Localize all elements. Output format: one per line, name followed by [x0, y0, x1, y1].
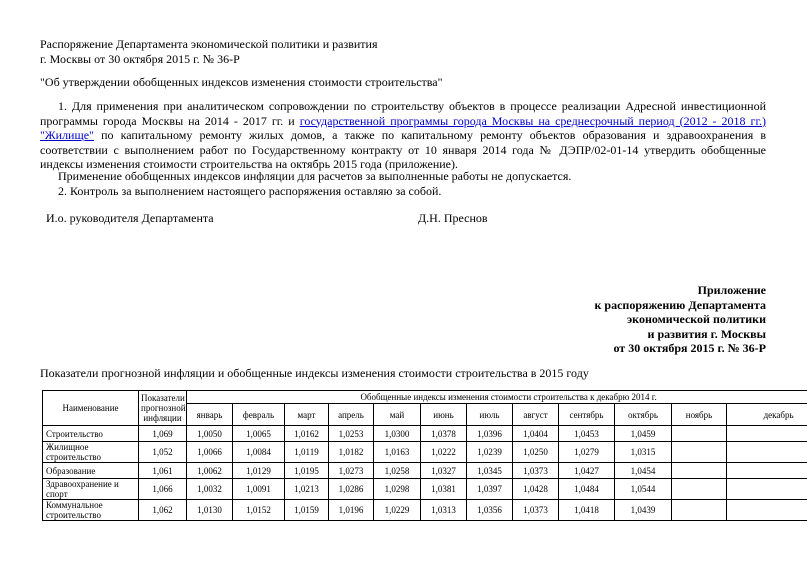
- row-index-value: [727, 426, 807, 442]
- header-month: март: [285, 404, 329, 426]
- row-index-value: 1,0327: [421, 463, 467, 479]
- row-inflation: 1,052: [139, 442, 187, 463]
- doc-title: "Об утверждении обобщенных индексов изменения стоимости строительства": [40, 75, 443, 89]
- paragraph-1-text-b: по капитальному ремонту жилых домов, а также по капитальному ремонту объектов образования и здравоохранения в соответствии с выполнением работ по Государственному контракту от 10 января 2014 года № ДЭПР/02-01-14 утвердить обобщенные индексы изменения стоимости строительства на октябрь 2015 года (приложение).: [40, 128, 766, 171]
- row-index-value: 1,0315: [615, 442, 672, 463]
- row-index-value: 1,0091: [233, 479, 285, 500]
- row-index-value: 1,0253: [329, 426, 374, 442]
- row-index-value: [672, 479, 727, 500]
- row-name: Строительство: [43, 426, 139, 442]
- row-index-value: 1,0428: [513, 479, 559, 500]
- row-index-value: 1,0119: [285, 442, 329, 463]
- row-index-value: 1,0084: [233, 442, 285, 463]
- table-row: [43, 463, 807, 479]
- row-index-value: 1,0222: [421, 442, 467, 463]
- row-index-value: 1,0130: [187, 500, 233, 521]
- indices-table: [42, 390, 807, 521]
- table-row: [43, 479, 807, 500]
- row-index-value: 1,0453: [559, 426, 615, 442]
- row-index-value: 1,0129: [233, 463, 285, 479]
- row-index-value: 1,0163: [374, 442, 421, 463]
- header-month: июль: [467, 404, 513, 426]
- paragraph-2: Применение обобщенных индексов инфляции для расчетов за выполненные работы не допускается.: [58, 169, 572, 183]
- row-index-value: 1,0182: [329, 442, 374, 463]
- row-index-value: 1,0062: [187, 463, 233, 479]
- appendix-line: Приложение: [697, 283, 766, 297]
- table-row: [43, 442, 807, 463]
- appendix-line: к распоряжению Департамента: [594, 297, 766, 312]
- row-index-value: 1,0050: [187, 426, 233, 442]
- header-month: январь: [187, 404, 233, 426]
- row-index-value: 1,0300: [374, 426, 421, 442]
- program-link[interactable]: государственной программы города Москвы на среднесрочный период (2012 - 2018 гг.) "Жилище": [40, 113, 767, 142]
- appendix-line: экономической политики: [627, 312, 766, 327]
- row-name: Коммунальное строительство: [43, 500, 139, 521]
- row-index-value: 1,0032: [187, 479, 233, 500]
- row-index-value: 1,0196: [329, 500, 374, 521]
- row-index-value: 1,0378: [421, 426, 467, 442]
- row-index-value: 1,0213: [285, 479, 329, 500]
- row-index-value: [727, 500, 807, 521]
- appendix-line: и развития г. Москвы: [647, 326, 766, 341]
- header-name: Наименование: [43, 391, 139, 426]
- row-index-value: 1,0439: [615, 500, 672, 521]
- row-index-value: 1,0418: [559, 500, 615, 521]
- row-index-value: 1,0152: [233, 500, 285, 521]
- header-group: Обобщенные индексы изменения стоимости строительства к декабрю 2014 г.: [187, 391, 807, 404]
- row-index-value: 1,0065: [233, 426, 285, 442]
- row-name: Образование: [43, 463, 139, 479]
- doc-header-line-2: г. Москвы от 30 октября 2015 г. № 36-Р: [40, 52, 240, 66]
- row-index-value: 1,0279: [559, 442, 615, 463]
- row-index-value: 1,0544: [615, 479, 672, 500]
- table-row: [43, 426, 807, 442]
- header-month: февраль: [233, 404, 285, 426]
- row-index-value: [672, 426, 727, 442]
- row-index-value: 1,0381: [421, 479, 467, 500]
- table-row: [43, 500, 807, 521]
- row-index-value: 1,0404: [513, 426, 559, 442]
- row-index-value: 1,0484: [559, 479, 615, 500]
- row-index-value: [672, 463, 727, 479]
- row-index-value: [727, 442, 807, 463]
- header-month: август: [513, 404, 559, 426]
- row-index-value: [727, 463, 807, 479]
- paragraph-3: 2. Контроль за выполнением настоящего распоряжения оставляю за собой.: [58, 184, 442, 198]
- row-index-value: 1,0286: [329, 479, 374, 500]
- header-month: май: [374, 404, 421, 426]
- row-index-value: 1,0427: [559, 463, 615, 479]
- header-month: октябрь: [615, 404, 672, 426]
- row-index-value: 1,0066: [187, 442, 233, 463]
- row-index-value: 1,0239: [467, 442, 513, 463]
- row-index-value: 1,0396: [467, 426, 513, 442]
- row-index-value: 1,0373: [513, 500, 559, 521]
- row-index-value: 1,0229: [374, 500, 421, 521]
- row-name: Здравоохранение и спорт: [43, 479, 139, 500]
- row-index-value: 1,0195: [285, 463, 329, 479]
- paragraph-1-text-a: 1. Для применения при аналитическом сопровождении по строительству объектов в процессе реализации Адресной инвестиционной программы города Москвы на 2014 - 2017 гг. и: [40, 99, 766, 128]
- appendix-block: [594, 283, 766, 356]
- row-name: Жилищное строительство: [43, 442, 139, 463]
- header-month: декабрь: [727, 404, 807, 426]
- doc-header-line-1: Распоряжение Департамента экономической политики и развития: [40, 37, 378, 51]
- row-inflation: 1,069: [139, 426, 187, 442]
- header-month: апрель: [329, 404, 374, 426]
- row-index-value: 1,0159: [285, 500, 329, 521]
- row-index-value: 1,0250: [513, 442, 559, 463]
- row-index-value: 1,0273: [329, 463, 374, 479]
- row-index-value: 1,0459: [615, 426, 672, 442]
- row-index-value: 1,0298: [374, 479, 421, 500]
- header-month: сентябрь: [559, 404, 615, 426]
- paragraph-1: [40, 99, 766, 172]
- row-index-value: 1,0356: [467, 500, 513, 521]
- appendix-line: от 30 октября 2015 г. № 36-Р: [613, 341, 766, 356]
- row-index-value: 1,0313: [421, 500, 467, 521]
- row-inflation: 1,061: [139, 463, 187, 479]
- header-month: июнь: [421, 404, 467, 426]
- header-inflation: Показатели прогнозной инфляции: [139, 391, 187, 426]
- row-index-value: [672, 500, 727, 521]
- row-index-value: 1,0345: [467, 463, 513, 479]
- row-index-value: 1,0258: [374, 463, 421, 479]
- row-index-value: [727, 479, 807, 500]
- header-month: ноябрь: [672, 404, 727, 426]
- row-index-value: 1,0397: [467, 479, 513, 500]
- row-index-value: [672, 442, 727, 463]
- row-index-value: 1,0162: [285, 426, 329, 442]
- table-title: Показатели прогнозной инфляции и обобщенные индексы изменения стоимости строительства в 2015 году: [40, 366, 589, 380]
- row-index-value: 1,0373: [513, 463, 559, 479]
- row-inflation: 1,066: [139, 479, 187, 500]
- signature-name: Д.Н. Преснов: [418, 211, 488, 225]
- row-index-value: 1,0454: [615, 463, 672, 479]
- row-inflation: 1,062: [139, 500, 187, 521]
- signature-position: И.о. руководителя Департамента: [46, 211, 214, 225]
